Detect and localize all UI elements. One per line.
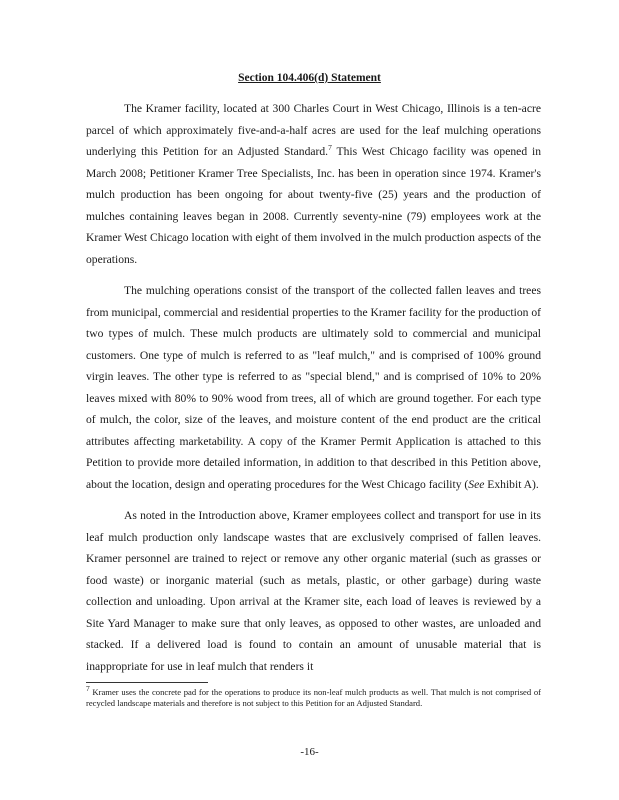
paragraph-text: Exhibit A). <box>484 477 539 491</box>
paragraph-operations <box>86 280 541 495</box>
paragraph-text: As noted in the Introduction above, Kramer employees collect and transport for use in its leaf mulch production only landscape wastes that are exclusively comprised of fallen leaves. Kramer personnel are trained to reject or remove any other organic material (such as grasses or food waste) or inorganic material (such as metals, plastic, or other garbage) during waste collection and unloading. Upon arrival at the Kramer site, each load of leaves is reviewed by a Site Yard Manager to make sure that only leaves, as opposed to other wastes, are unloaded and stacked. If a delivered load is found to contain an amount of unusable material that is inappropriate for use in leaf mulch that renders it <box>86 509 541 673</box>
paragraph-text: This West Chicago facility was opened in March 2008; Petitioner Kramer Tree Specialists, Inc. has been in operation since 1974. Kramer's mulch production has been ongoing for about twenty-five (25) years and the production of mulches containing leaves began in 2008. Currently seventy-nine (79) employees work at the Kramer West Chicago location with eight of them involved in the mulch production aspects of the operations. <box>86 145 541 266</box>
footnote-marker: 7 <box>86 684 90 694</box>
paragraph-text: The mulching operations consist of the transport of the collected fallen leaves and trees from municipal, commercial and residential properties to the Kramer facility for the production of two types of mulch. These mulch products are ultimately sold to commercial and municipal customers. One type of mulch is referred to as "leaf mulch," and is comprised of 100% ground virgin leaves. The other type is referred to as "special blend," and is comprised of 10% to 20% leaves mixed with 80% to 90% wood from trees, all of which are ground together. For each type of mulch, the color, size of the leaves, and moisture content of the end product are the critical attributes affecting marketability. A copy of the Kramer Permit Application is attached to this Petition to provide more detailed information, in addition to that described in this Petition above, about the location, design and operating procedures for the West Chicago facility ( <box>86 284 541 491</box>
footnotes <box>86 684 541 709</box>
paragraph-text: The Kramer facility, located at 300 Charles Court in West Chicago, Illinois is a ten-acre parcel of which approximately five-and-a-half acres are used for the leaf mulching operations underlying this Petition for an Adjusted Standard. <box>86 102 541 158</box>
footnote-reference[interactable]: 7 <box>328 143 332 153</box>
footnote-text: Kramer uses the concrete pad for the operations to produce its non-leaf mulch products as well. That mulch is not comprised of recycled landscape materials and therefore is not subject to this Petition for an Adjusted Standard. <box>86 687 541 708</box>
paragraph-collection <box>86 505 541 677</box>
page-number: -16- <box>300 746 319 758</box>
citation-signal: See <box>468 477 485 491</box>
body-text <box>86 98 541 687</box>
footnote <box>86 684 541 709</box>
section-heading: Section 104.406(d) Statement <box>238 72 381 84</box>
paragraph-facility <box>86 98 541 270</box>
footnote-divider <box>86 682 208 683</box>
